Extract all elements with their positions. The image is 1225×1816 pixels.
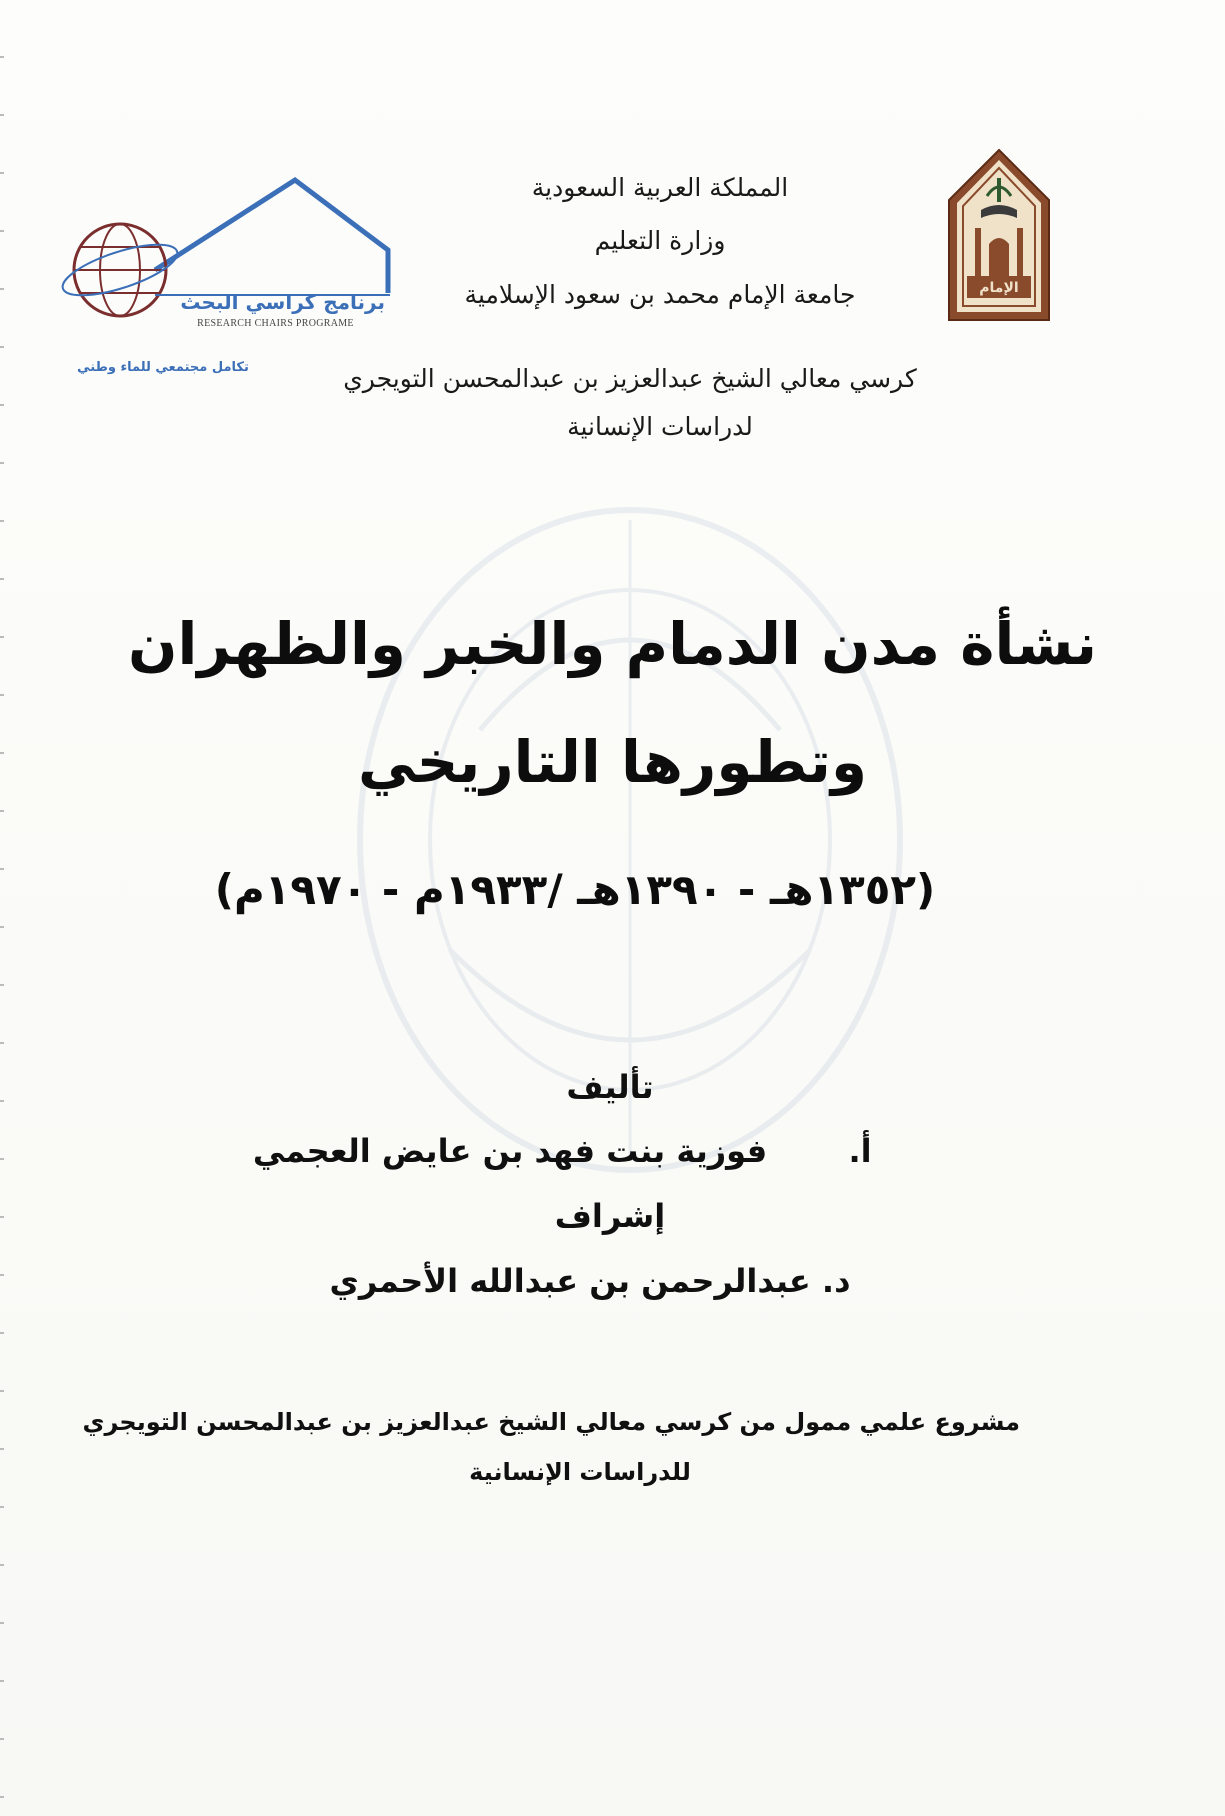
author-prefix: أ. bbox=[848, 1132, 872, 1170]
page-title-line2: وتطورها التاريخي bbox=[357, 728, 868, 796]
research-chairs-tagline: تكامل مجتمعي للماء وطني bbox=[77, 360, 249, 375]
header-chair-line1: كرسي معالي الشيخ عبدالعزيز بن عبدالمحسن التويجري bbox=[343, 364, 917, 393]
funding-line1: مشروع علمي ممول من كرسي معالي الشيخ عبدالعزيز بن عبدالمحسن التويجري bbox=[82, 1408, 1020, 1436]
university-logo-text: الإمام bbox=[979, 280, 1019, 296]
watermark-emblem bbox=[330, 430, 930, 1250]
author-heading: تأليف bbox=[566, 1068, 654, 1106]
research-chairs-logo bbox=[60, 175, 400, 385]
date-range: (١٣٥٢هـ - ١٣٩٠هـ /١٩٣٣م - ١٩٧٠م) bbox=[214, 865, 936, 914]
research-chairs-title: برنامج كراسي البحث bbox=[180, 290, 385, 314]
research-chairs-subtitle: RESEARCH CHAIRS PROGRAME bbox=[197, 318, 354, 329]
header-chair-line2: لدراسات الإنسانية bbox=[567, 412, 753, 441]
supervisor-name: د. عبدالرحمن بن عبدالله الأحمري bbox=[329, 1262, 851, 1300]
author-name: فوزية بنت فهد بن عايض العجمي bbox=[252, 1132, 768, 1170]
supervisor-heading: إشراف bbox=[554, 1197, 666, 1235]
university-logo bbox=[945, 148, 1053, 324]
header-university: جامعة الإمام محمد بن سعود الإسلامية bbox=[464, 280, 856, 309]
page-title-line1: نشأة مدن الدمام والخبر والظهران bbox=[127, 610, 1098, 678]
header-country: المملكة العربية السعودية bbox=[531, 173, 789, 202]
funding-line2: للدراسات الإنسانية bbox=[469, 1458, 691, 1486]
header-ministry: وزارة التعليم bbox=[594, 226, 726, 255]
